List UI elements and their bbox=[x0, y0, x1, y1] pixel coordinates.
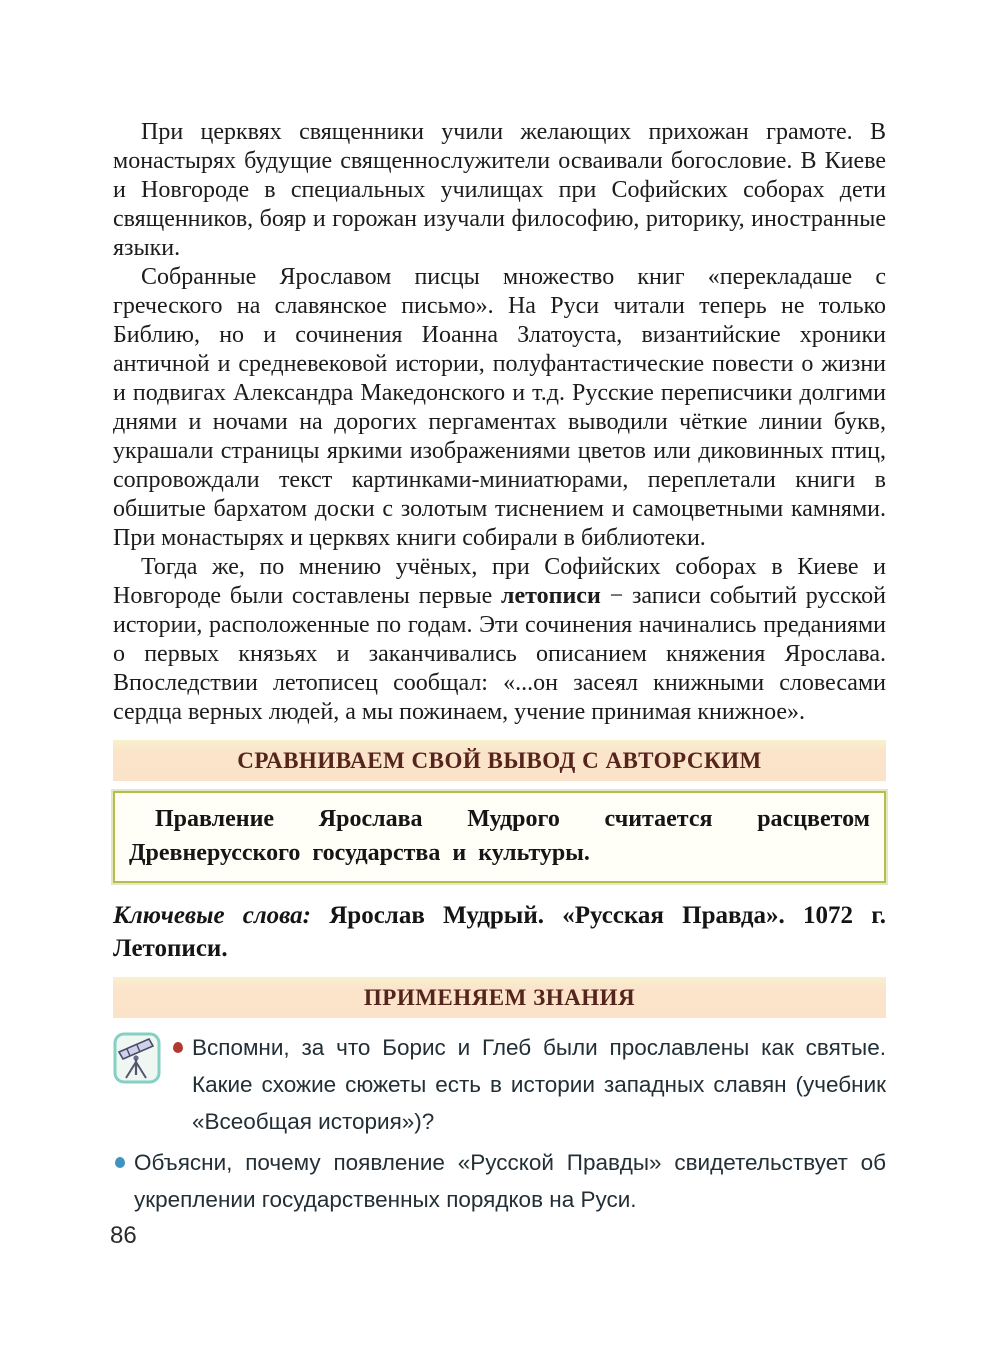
section-banner-apply-knowledge: ПРИМЕНЯЕМ ЗНАНИЯ bbox=[113, 977, 886, 1018]
section-banner-compare-conclusion: СРАВНИВАЕМ СВОЙ ВЫВОД С АВТОРСКИМ bbox=[113, 740, 886, 781]
page-number: 86 bbox=[110, 1222, 137, 1249]
term-letopisi: летописи bbox=[501, 583, 601, 609]
paragraph-chronicles-after: − записи событий русской истории, расположенные по годам. Эти сочинения начинались преданиями о первых князьях и заканчивались описанием княжения Ярослава. Впоследствии летописец сообщал: «...он засеял книжными словесами сердца верных людей, а мы пожинаем, учение принимая книжное». bbox=[113, 583, 886, 725]
task-item-1 bbox=[113, 1029, 886, 1140]
keywords-value: Ярослав Мудрый. «Русская Правда». 1072 г. Летописи. bbox=[113, 902, 887, 962]
conclusion-box bbox=[113, 791, 886, 883]
task-bullet-blue bbox=[115, 1157, 125, 1168]
telescope-icon bbox=[113, 1032, 161, 1089]
task-text-1: Вспомни, за что Борис и Глеб были прославлены как святые. Какие схожие сюжеты есть в истории западных славян (учебник «Всеобщая история»)? bbox=[192, 1035, 886, 1134]
tasks-list bbox=[113, 1029, 886, 1218]
page-content bbox=[113, 118, 886, 1222]
task-bullet-red bbox=[173, 1042, 183, 1053]
task-text-2: Объясни, почему появление «Русской Правды» свидетельствует об укреплении государственных порядков на Руси. bbox=[134, 1150, 886, 1212]
keywords-label: Ключевые слова: bbox=[113, 902, 312, 929]
paragraph-chronicles-before: Тогда же, по мнению учёных, при Софийских соборах в Киеве и Новгороде были составлены первые bbox=[113, 554, 886, 609]
keywords-block bbox=[113, 899, 886, 965]
task-item-2 bbox=[113, 1144, 886, 1218]
paragraph-chronicles bbox=[113, 553, 886, 727]
conclusion-text: Правление Ярослава Мудрого считается расцветом Древнерусского государства и культуры. bbox=[129, 806, 870, 866]
paragraph-books: Собранные Ярославом писцы множество книг «перекладаше с греческого на славянское письмо». На Руси читали теперь не только Библию, но и сочинения Иоанна Златоуста, византийские хроники античной и средневековой истории, полуфантастические повести о жизни и подвигах Александра Македонского и т.д. Русские переписчики долгими днями и ночами на дорогих пергаментах выводили чёткие линии букв, украшали страницы яркими изображениями цветов или диковинных птиц, сопровождали текст картинками-миниатюрами, переплетали книги в обшитые бархатом доски с золотым тиснением и самоцветными камнями. При монастырях и церквях книги собирали в библиотеки. bbox=[113, 264, 886, 551]
paragraph-schools: При церквях священники учили желающих прихожан грамоте. В монастырях будущие священнослужители осваивали богословие. В Киеве и Новгороде в специальных училищах при Софийских соборах дети священников, бояр и горожан изучали философию, риторику, иностранные языки. bbox=[113, 119, 886, 261]
